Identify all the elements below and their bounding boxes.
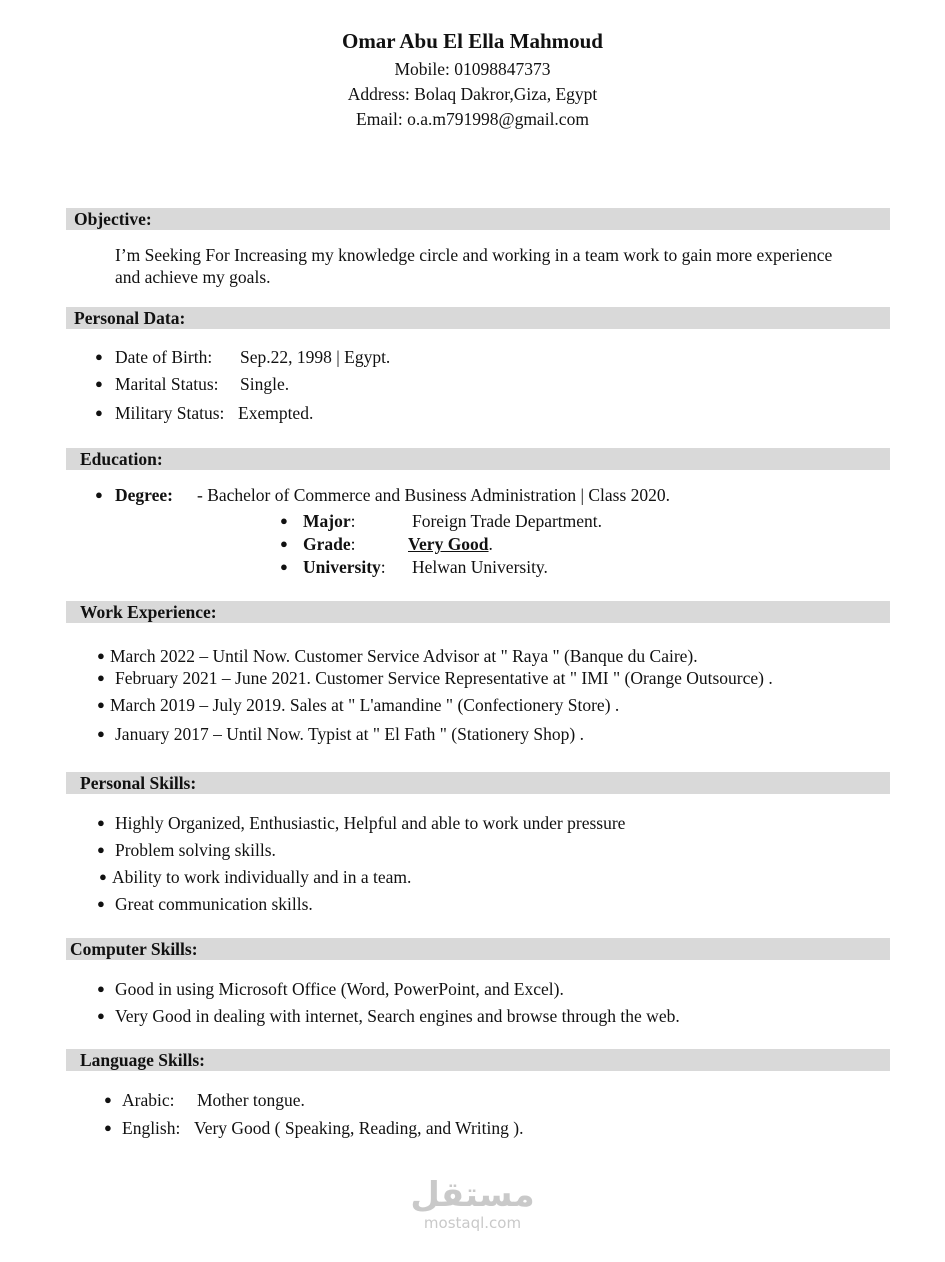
- personal-data-heading: Personal Data:: [66, 307, 890, 329]
- watermark-arabic: مستقل: [410, 1175, 535, 1215]
- arabic-label: Arabic:: [122, 1090, 175, 1110]
- list-item: Great communication skills.: [115, 894, 313, 914]
- list-item: Very Good in dealing with internet, Search engines and browse through the web.: [115, 1006, 680, 1026]
- bullet-icon: ●: [97, 981, 105, 996]
- watermark-latin: mostaql.com: [423, 1214, 522, 1232]
- list-item: Ability to work individually and in a team.: [112, 867, 412, 887]
- bullet-icon: ●: [95, 487, 103, 502]
- bullet-icon: ●: [95, 349, 103, 364]
- list-item: March 2022 – Until Now. Customer Service Advisor at " Raya " (Banque du Caire).: [110, 646, 698, 666]
- email-line: Email: o.a.m791998@gmail.com: [356, 109, 589, 129]
- bullet-icon: ●: [97, 842, 105, 857]
- university-label: University:: [303, 557, 386, 577]
- bullet-icon: ●: [104, 1120, 112, 1135]
- grade-value: Very Good.: [408, 534, 493, 554]
- computer-skills-heading: Computer Skills:: [66, 938, 890, 960]
- bullet-icon: ●: [97, 697, 105, 712]
- bullet-icon: ●: [104, 1092, 112, 1107]
- objective-heading: Objective:: [66, 208, 890, 230]
- military-status-value: Exempted.: [238, 403, 314, 423]
- work-experience-heading: Work Experience:: [66, 601, 890, 623]
- candidate-name: Omar Abu El Ella Mahmoud: [341, 29, 603, 53]
- bullet-icon: ●: [280, 559, 288, 574]
- list-item: January 2017 – Until Now. Typist at " El Fath " (Stationery Shop) .: [115, 724, 584, 744]
- military-status-label: Military Status:: [115, 403, 225, 423]
- bullet-icon: ●: [97, 1008, 105, 1023]
- major-label: Major:: [303, 511, 356, 531]
- grade-label: Grade:: [303, 534, 356, 554]
- bullet-icon: ●: [95, 405, 103, 420]
- university-value: Helwan University.: [412, 557, 548, 577]
- objective-line-2: and achieve my goals.: [115, 267, 271, 287]
- objective-line-1: I’m Seeking For Increasing my knowledge circle and working in a team work to gain more experience: [115, 245, 833, 265]
- bullet-icon: ●: [97, 896, 105, 911]
- language-skills-heading: Language Skills:: [66, 1049, 890, 1071]
- list-item: Highly Organized, Enthusiastic, Helpful and able to work under pressure: [115, 813, 626, 833]
- bullet-icon: ●: [97, 648, 105, 663]
- bullet-icon: ●: [99, 869, 107, 884]
- bullet-icon: ●: [280, 513, 288, 528]
- bullet-icon: ●: [97, 726, 105, 741]
- mostaql-watermark: [400, 1175, 545, 1231]
- date-of-birth-label: Date of Birth:: [115, 347, 213, 367]
- degree-value: - Bachelor of Commerce and Business Administration | Class 2020.: [197, 485, 671, 505]
- bullet-icon: ●: [97, 815, 105, 830]
- list-item: Problem solving skills.: [115, 840, 276, 860]
- degree-label: Degree:: [115, 485, 173, 505]
- personal-skills-heading: Personal Skills:: [66, 772, 890, 794]
- english-label: English:: [122, 1118, 181, 1138]
- list-item: Good in using Microsoft Office (Word, PowerPoint, and Excel).: [115, 979, 564, 999]
- marital-status-value: Single.: [240, 374, 290, 394]
- bullet-icon: ●: [97, 670, 105, 685]
- education-heading: Education:: [66, 448, 890, 470]
- bullet-icon: ●: [280, 536, 288, 551]
- list-item: February 2021 – June 2021. Customer Service Representative at " IMI " (Orange Outsource) .: [115, 668, 773, 688]
- marital-status-label: Marital Status:: [115, 374, 219, 394]
- address-line: Address: Bolaq Dakror,Giza, Egypt: [347, 84, 598, 104]
- mobile-line: Mobile: 01098847373: [394, 59, 551, 79]
- arabic-value: Mother tongue.: [197, 1090, 305, 1110]
- date-of-birth-value: Sep.22, 1998 | Egypt.: [240, 347, 391, 367]
- bullet-icon: ●: [95, 376, 103, 391]
- english-value: Very Good ( Speaking, Reading, and Writing ).: [194, 1118, 524, 1138]
- list-item: March 2019 – July 2019. Sales at " L'amandine " (Confectionery Store) .: [110, 695, 620, 715]
- major-value: Foreign Trade Department.: [412, 511, 603, 531]
